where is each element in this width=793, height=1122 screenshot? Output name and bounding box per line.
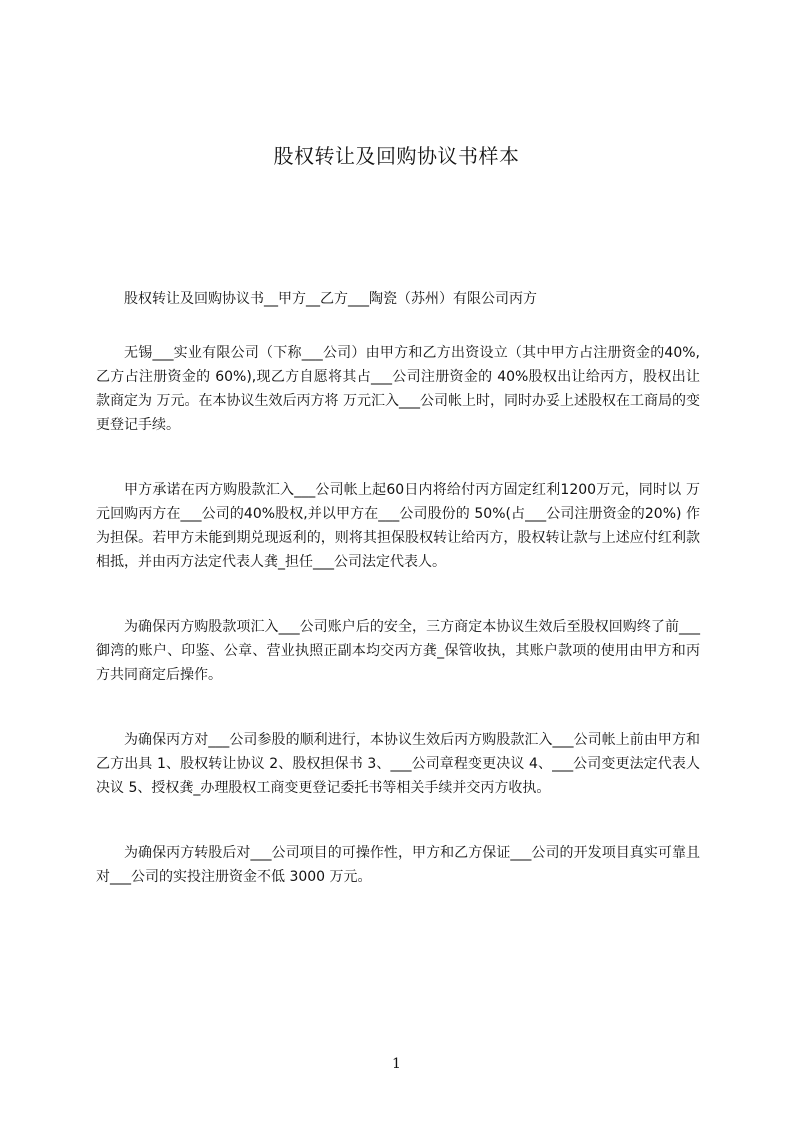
paragraph-account-custody: 为确保丙方购股款项汇入___公司账户后的安全，三方商定本协议生效后至股权回购终了前___御湾的账户、印鉴、公章、营业执照正副本均交丙方龚_保管收执，其账户款项的使用由甲方和丙方共同商定后操作。 (96, 619, 700, 683)
paragraph-buyback-guarantee: 甲方承诺在丙方购股款汇入___公司帐上起60日内将给付丙方固定红利1200万元，同时以 万元回购丙方在___公司的40%股权,并以甲方在___公司股份的 50%(占___公司注册资金的20%) 作为担保。若甲方未能到期兑现返利的，则将其担保股权转让给丙方，股权转让款与上述应付红利款相抵，并由丙方法定代表人龚_担任___公司法定代表人。 (96, 482, 700, 570)
agreement-parties-line: 股权转让及回购协议书__甲方__乙方___陶瓷（苏州）有限公司丙方 (124, 291, 537, 307)
paragraph-required-documents: 为确保丙方对___公司参股的顺利进行，本协议生效后丙方购股款汇入___公司帐上前由甲方和乙方出具 1、股权转让协议 2、股权担保书 3、___公司章程变更决议 4、___公司变更法定代表人决议 5、授权龚_办理股权工商变更登记委托书等相关手续并交丙方收执。 (96, 732, 700, 796)
page-number: 1 (392, 1056, 401, 1072)
document-body (96, 287, 700, 930)
paragraph-project-warranty: 为确保丙方转股后对___公司项目的可操作性，甲方和乙方保证___公司的开发项目真实可靠且对___公司的实投注册资金不低 3000 万元。 (96, 845, 700, 885)
document-title: 股权转让及回购协议书样本 (273, 144, 520, 168)
paragraph-equity-transfer: 无锡___实业有限公司（下称___公司）由甲方和乙方出资设立（其中甲方占注册资金的40%,乙方占注册资金的 60%),现乙方自愿将其占___公司注册资金的 40%股权出让给丙方，股权出让款商定为 万元。在本协议生效后丙方将 万元汇入___公司帐上时，同时办妥上述股权在工商局的变更登记手续。 (96, 345, 700, 433)
